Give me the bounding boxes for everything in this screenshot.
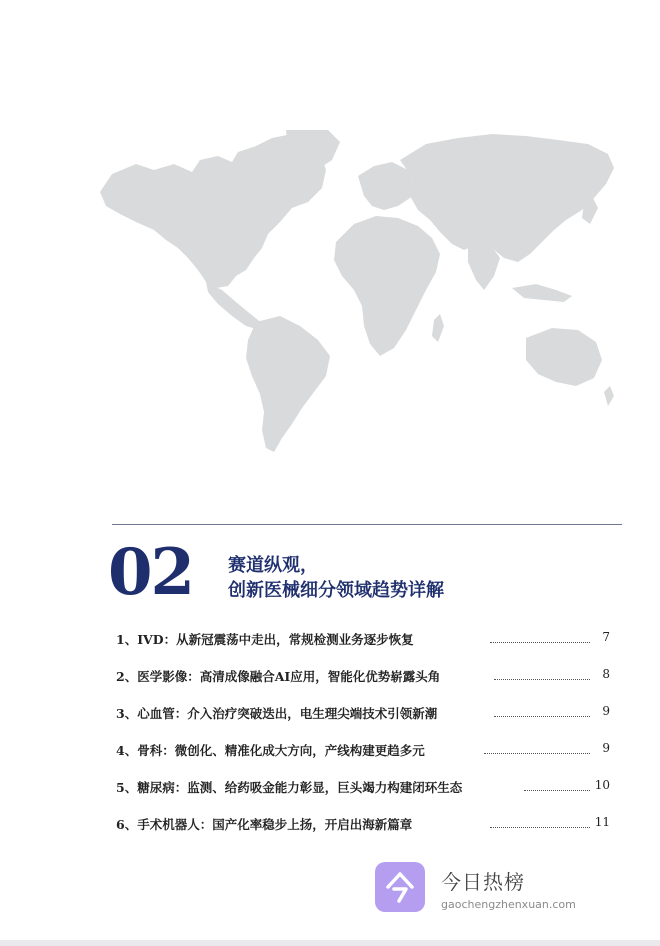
toc-entry-6[interactable] <box>116 811 616 848</box>
section-divider <box>112 524 622 525</box>
toc-entry-text: 4、骨科：微创化、精准化成大方向，产线构建更趋多元 <box>116 743 425 758</box>
toc-page-number: 7 <box>602 630 610 644</box>
world-map-illustration <box>96 130 616 455</box>
toc-entry-text: 5、糖尿病：监测、给药吸金能力彰显，巨头竭力构建闭环生态 <box>116 780 463 795</box>
today-hot-logo-icon <box>375 862 425 912</box>
toc-entry-3[interactable] <box>116 700 616 737</box>
watermark <box>375 862 615 912</box>
toc-page-number: 8 <box>602 667 610 681</box>
toc-dot-leader <box>494 669 590 680</box>
chapter-title <box>228 553 444 603</box>
chapter-number: 02 <box>108 535 194 610</box>
toc-entry-5[interactable] <box>116 774 616 811</box>
toc-entry-4[interactable] <box>116 737 616 774</box>
toc-page-number: 9 <box>602 704 610 718</box>
toc-page-number: 11 <box>594 815 610 829</box>
toc-dot-leader <box>484 743 590 754</box>
toc-entry-text: 3、心血管：介入治疗突破迭出，电生理尖端技术引领新潮 <box>116 706 438 721</box>
toc-dot-leader <box>490 817 590 828</box>
toc-page-number: 9 <box>602 741 610 755</box>
bottom-strip <box>0 940 660 946</box>
toc-entry-2[interactable] <box>116 663 616 700</box>
chapter-title-line-2: 创新医械细分领域趋势详解 <box>228 580 444 601</box>
toc-page-number: 10 <box>594 778 610 792</box>
toc-entry-text: 1、IVD：从新冠震荡中走出，常规检测业务逐步恢复 <box>116 632 414 647</box>
toc-entry-text: 2、医学影像：高清成像融合AI应用，智能化优势崭露头角 <box>116 669 441 684</box>
toc-dot-leader <box>494 706 590 717</box>
chapter-title-line-1: 赛道纵观， <box>228 555 318 576</box>
toc-entry-text: 6、手术机器人：国产化率稳步上扬，开启出海新篇章 <box>116 817 413 832</box>
watermark-url: gaochengzhenxuan.com <box>441 898 576 911</box>
toc-dot-leader <box>524 780 590 791</box>
watermark-title: 今日热榜 <box>441 870 525 894</box>
table-of-contents <box>116 626 616 848</box>
toc-dot-leader <box>490 632 590 643</box>
toc-entry-1[interactable] <box>116 626 616 663</box>
